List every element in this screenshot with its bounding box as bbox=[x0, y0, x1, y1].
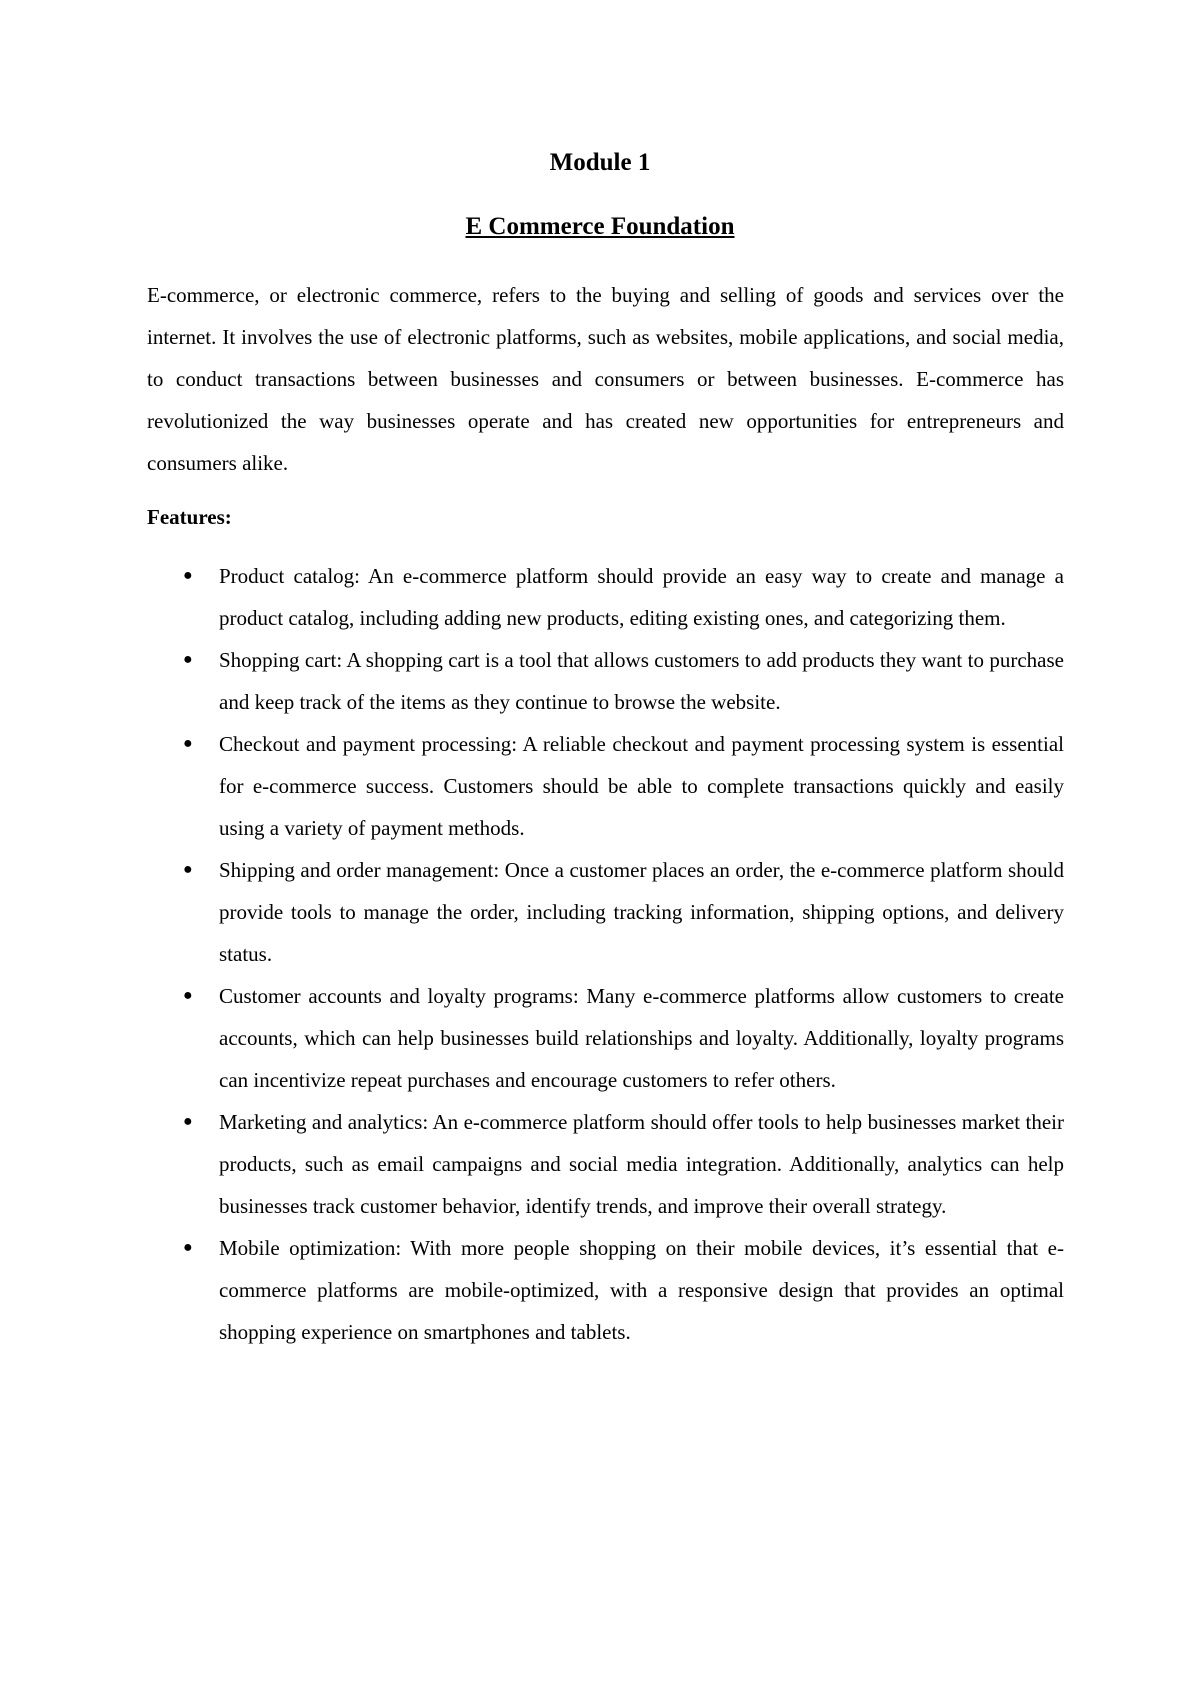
features-list bbox=[147, 555, 1064, 1353]
feature-text: Product catalog: An e-commerce platform should provide an easy way to create and manage a product catalog, including adding new products, editing existing ones, and categorizing them. bbox=[219, 564, 1064, 630]
features-heading: Features: bbox=[147, 505, 232, 529]
feature-item-product-catalog bbox=[147, 555, 1064, 639]
feature-item-mobile-optimization bbox=[147, 1227, 1064, 1353]
feature-item-marketing-analytics bbox=[147, 1101, 1064, 1227]
module-title: Module 1 bbox=[549, 149, 651, 176]
feature-text: Mobile optimization: With more people shopping on their mobile devices, it’s essential that e-commerce platforms are mobile-optimized, with a responsive design that provides an optimal shopping experience on smartphones and tablets. bbox=[219, 1236, 1064, 1344]
bullet-icon: ● bbox=[183, 987, 193, 1004]
bullet-icon: ● bbox=[183, 651, 193, 668]
feature-text: Shipping and order management: Once a customer places an order, the e-commerce platform should provide tools to manage the order, including tracking information, shipping options, and delivery status. bbox=[219, 858, 1064, 966]
bullet-icon: ● bbox=[183, 1239, 193, 1256]
feature-text: Customer accounts and loyalty programs: Many e-commerce platforms allow customers to create accounts, which can help businesses build relationships and loyalty. Additionally, loyalty programs can incentivize repeat purchases and encourage customers to refer others. bbox=[219, 984, 1064, 1092]
feature-text: Shopping cart: A shopping cart is a tool that allows customers to add products they want to purchase and keep track of the items as they continue to browse the website. bbox=[219, 648, 1064, 714]
feature-text: Marketing and analytics: An e-commerce platform should offer tools to help businesses market their products, such as email campaigns and social media integration. Additionally, analytics can help businesses track customer behavior, identify trends, and improve their overall strategy. bbox=[219, 1110, 1064, 1218]
bullet-icon: ● bbox=[183, 861, 193, 878]
feature-item-shipping-order bbox=[147, 849, 1064, 975]
bullet-icon: ● bbox=[183, 1113, 193, 1130]
intro-paragraph: E-commerce, or electronic commerce, refers to the buying and selling of goods and services over the internet. It involves the use of electronic platforms, such as websites, mobile applications, and social media, to conduct transactions between businesses and consumers or between businesses. E-commerce has revolutionized the way businesses operate and has created new opportunities for entrepreneurs and consumers alike. bbox=[147, 283, 1064, 475]
feature-text: Checkout and payment processing: A reliable checkout and payment processing system is essential for e-commerce success. Customers should be able to complete transactions quickly and easily using a variety of payment methods. bbox=[219, 732, 1064, 840]
feature-item-customer-accounts bbox=[147, 975, 1064, 1101]
feature-item-checkout-payment bbox=[147, 723, 1064, 849]
feature-item-shopping-cart bbox=[147, 639, 1064, 723]
bullet-icon: ● bbox=[183, 567, 193, 584]
bullet-icon: ● bbox=[183, 735, 193, 752]
section-title: E Commerce Foundation bbox=[465, 213, 735, 240]
